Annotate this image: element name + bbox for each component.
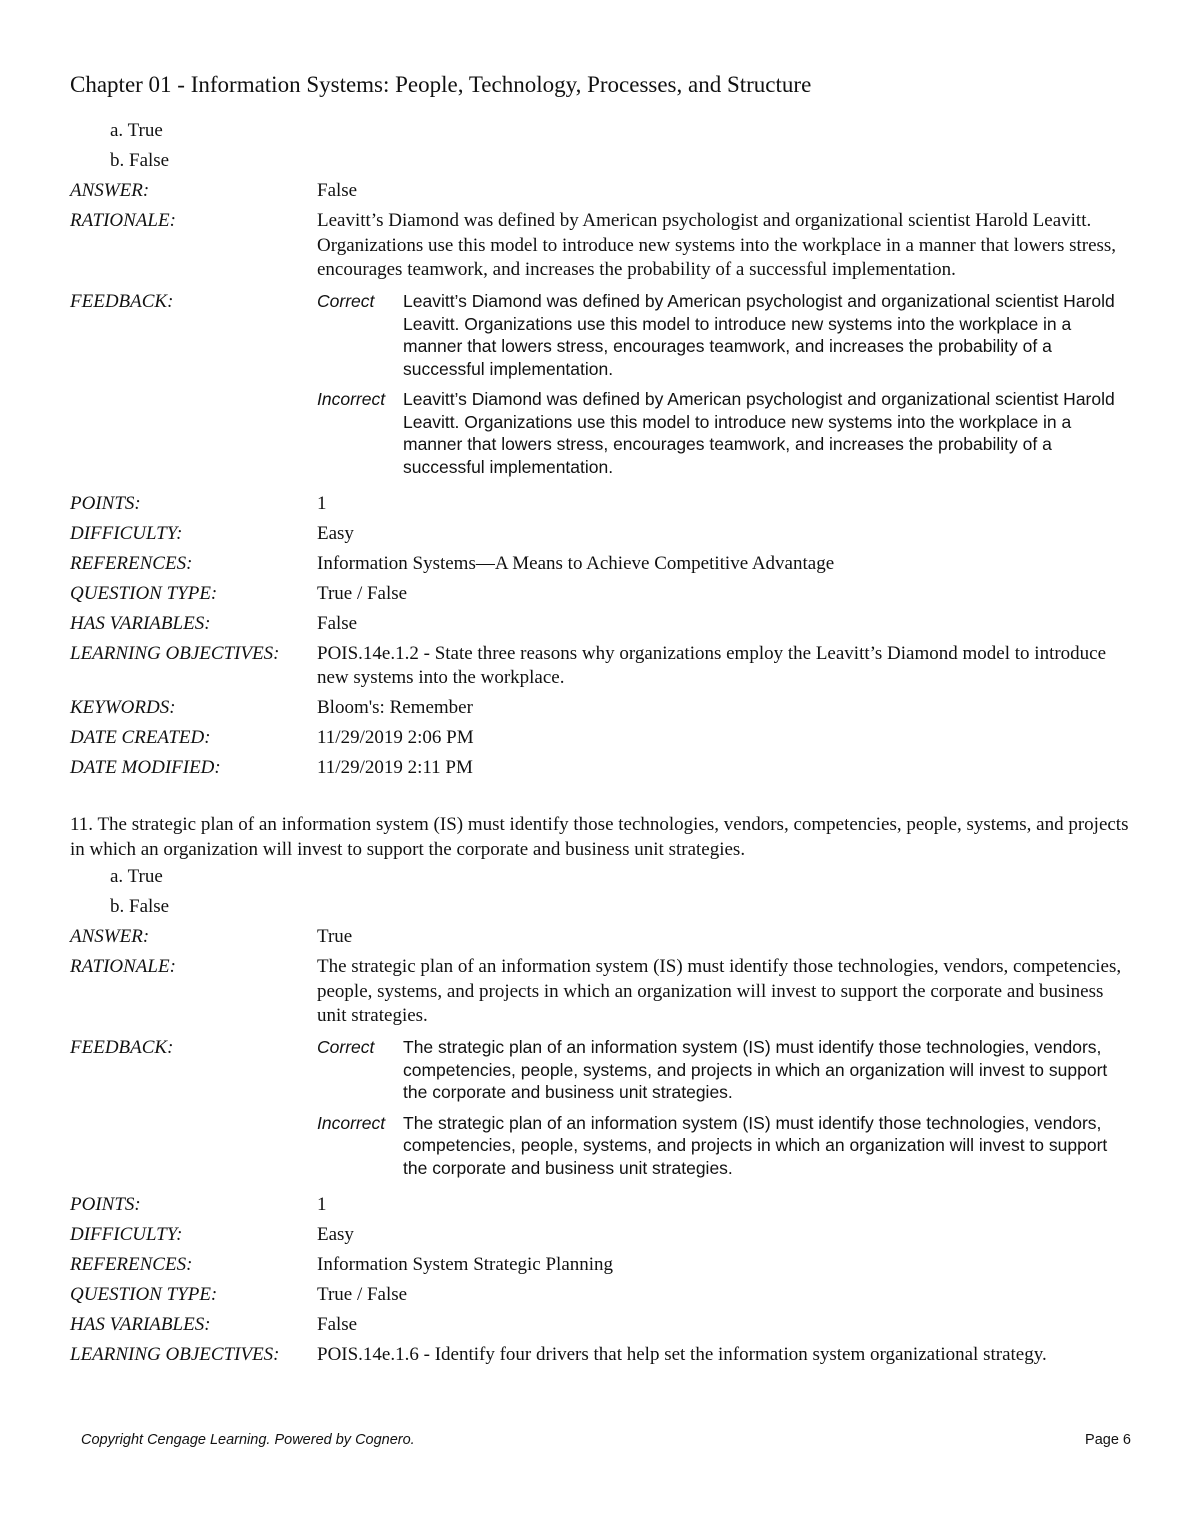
answer-label: ANSWER: <box>70 180 150 201</box>
question-text: 11. The strategic plan of an information system (IS) must identify those technologies, vendors, competencies, people, systems, and projects in which an organization will invest to support the corporate and business unit strategies. <box>70 814 1129 860</box>
page-content <box>70 70 1130 1370</box>
difficulty-label: DIFFICULTY: <box>70 522 183 544</box>
question-10-block <box>70 116 1130 783</box>
points-label: POINTS: <box>70 1193 141 1215</box>
option-true: a. True <box>110 120 163 141</box>
references-label: REFERENCES: <box>70 552 193 574</box>
points-value: 1 <box>317 492 327 514</box>
question-type-row <box>70 1280 1130 1310</box>
feedback-correct-text: The strategic plan of an information system (IS) must identify those technologies, vendors, competencies, people, systems, and projects in which an organization will invest to support the corporate and business unit strategies. <box>403 1037 1108 1102</box>
feedback-incorrect <box>317 388 1130 478</box>
rationale-label: RATIONALE: <box>70 956 176 977</box>
answer-row <box>70 176 1130 206</box>
answer-value: True <box>317 926 353 947</box>
difficulty-label: DIFFICULTY: <box>70 1223 183 1245</box>
keywords-row <box>70 693 1130 723</box>
date-modified-label: DATE MODIFIED: <box>70 757 221 778</box>
feedback-list <box>317 290 1130 486</box>
date-created-row <box>70 723 1130 753</box>
feedback-correct-label: Correct <box>317 291 375 311</box>
keywords-label: KEYWORDS: <box>70 697 176 718</box>
question-type-label: QUESTION TYPE: <box>70 582 218 604</box>
learning-objectives-row <box>70 639 1130 694</box>
feedback-incorrect-text: Leavitt’s Diamond was defined by American psychologist and organizational scientist Harold Leavitt. Organizations use this model to introduce new systems into the workplace in a manner that lowers stress, encourages teamwork, and increases the probability of a successful implementation. <box>403 389 1115 477</box>
rationale-label: RATIONALE: <box>70 210 176 231</box>
date-created-label: DATE CREATED: <box>70 727 211 748</box>
option-true: a. True <box>110 866 163 887</box>
question-type-value: True / False <box>317 582 408 604</box>
learning-objectives-row <box>70 1340 1130 1370</box>
question-type-label: QUESTION TYPE: <box>70 1283 218 1305</box>
feedback-list <box>317 1036 1130 1187</box>
copyright-text: Copyright Cengage Learning. Powered by Cognero. <box>81 1432 415 1448</box>
learning-objectives-label: LEARNING OBJECTIVES: <box>70 1343 280 1365</box>
has-variables-value: False <box>317 1313 358 1335</box>
page-number: Page 6 <box>1085 1432 1131 1448</box>
difficulty-value: Easy <box>317 522 354 544</box>
feedback-correct <box>317 290 1130 380</box>
feedback-correct-label: Correct <box>317 1037 375 1057</box>
has-variables-label: HAS VARIABLES: <box>70 612 211 634</box>
references-row <box>70 549 1130 579</box>
learning-objectives-value: POIS.14e.1.2 - State three reasons why organizations employ the Leavitt’s Diamond model to introduce new systems into the workplace. <box>317 642 1107 688</box>
date-modified-row <box>70 753 1130 783</box>
chapter-title: Chapter 01 - Information Systems: People, Technology, Processes, and Structure <box>70 72 812 97</box>
question-type-value: True / False <box>317 1283 408 1305</box>
answer-value: False <box>317 180 358 201</box>
learning-objectives-value: POIS.14e.1.6 - Identify four drivers that help set the information system organizational strategy. <box>317 1343 1047 1365</box>
question-11-block <box>70 813 1130 1370</box>
feedback-row <box>70 1031 1130 1190</box>
option-false: b. False <box>110 150 170 171</box>
points-row <box>70 489 1130 519</box>
learning-objectives-label: LEARNING OBJECTIVES: <box>70 642 280 664</box>
answer-row <box>70 922 1130 952</box>
points-row <box>70 1190 1130 1220</box>
feedback-correct-text: Leavitt’s Diamond was defined by American psychologist and organizational scientist Harold Leavitt. Organizations use this model to introduce new systems into the workplace in a manner that lowers stress, encourages teamwork, and increases the probability of a successful implementation. <box>403 291 1115 379</box>
page-footer <box>81 1432 1131 1448</box>
references-value: Information Systems—A Means to Achieve Competitive Advantage <box>317 552 835 574</box>
rationale-row <box>70 206 1130 285</box>
feedback-incorrect <box>317 1112 1130 1180</box>
references-row <box>70 1250 1130 1280</box>
has-variables-row <box>70 609 1130 639</box>
feedback-incorrect-label: Incorrect <box>317 389 386 409</box>
references-value: Information System Strategic Planning <box>317 1253 614 1275</box>
rationale-row <box>70 952 1130 1031</box>
has-variables-value: False <box>317 612 358 634</box>
has-variables-row <box>70 1310 1130 1340</box>
date-created-value: 11/29/2019 2:06 PM <box>317 727 474 748</box>
feedback-row <box>70 285 1130 489</box>
feedback-correct <box>317 1036 1130 1104</box>
points-label: POINTS: <box>70 492 141 514</box>
answer-label: ANSWER: <box>70 926 150 947</box>
feedback-incorrect-text: The strategic plan of an information system (IS) must identify those technologies, vendors, competencies, people, systems, and projects in which an organization will invest to support the corporate and business unit strategies. <box>403 1112 1108 1178</box>
has-variables-label: HAS VARIABLES: <box>70 1313 211 1335</box>
rationale-value: The strategic plan of an information system (IS) must identify those technologies, vendors, competencies, people, systems, and projects in which an organization will invest to support the corporate and business unit strategies. <box>317 956 1122 1026</box>
question-type-row <box>70 579 1130 609</box>
keywords-value: Bloom's: Remember <box>317 697 473 718</box>
rationale-value: Leavitt’s Diamond was defined by American psychologist and organizational scientist Harold Leavitt. Organizations use this model to introduce new systems into the workplace in a manner that lowers stress, encourages teamwork, and increases the probability of a successful implementation. <box>317 210 1117 280</box>
date-modified-value: 11/29/2019 2:11 PM <box>317 757 473 778</box>
references-label: REFERENCES: <box>70 1253 193 1275</box>
difficulty-row <box>70 519 1130 549</box>
difficulty-row <box>70 1220 1130 1250</box>
feedback-incorrect-label: Incorrect <box>317 1112 386 1133</box>
difficulty-value: Easy <box>317 1223 354 1245</box>
feedback-label: FEEDBACK: <box>70 291 174 312</box>
option-false: b. False <box>110 896 170 917</box>
feedback-label: FEEDBACK: <box>70 1037 174 1058</box>
points-value: 1 <box>317 1193 327 1215</box>
